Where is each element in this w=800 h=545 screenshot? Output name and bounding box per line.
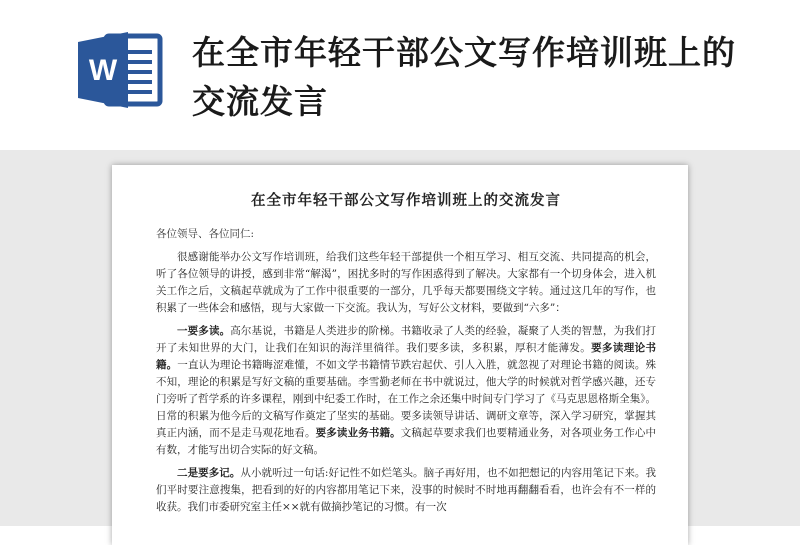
subheading-theory-books: 要多读理论书籍。 bbox=[156, 342, 656, 371]
header bbox=[0, 0, 800, 150]
document-title: 在全市年轻干部公文写作培训班上的交流发言 bbox=[251, 192, 561, 209]
subheading-business-books: 要多读业务书籍。 bbox=[315, 427, 401, 439]
paragraph-intro: 很感谢能举办公文写作培训班，给我们这些年轻干部提供一个相互学习、相互交流、共同提高的机会，听了各位领导的讲授，感到非常“解渴”，困扰多时的写作困惑得到了解决。大家都有一个切身体会，进入机关工作之后，文稿起草就成为了工作中很重要的一部分，几乎每天都要围绕文字转。通过这几年的写作，也积累了一些体会和感悟，现与大家做一下交流。我认为，写好公文材料，要做到“六多”： bbox=[156, 251, 656, 314]
paragraph-text: 高尔基说，书籍是人类进步的阶梯。书籍收录了人类的经验，凝聚了人类的智慧，为我们打开了未知世界的大门，让我们在知识的海洋里徜徉。我们要多读，多积累，厚积才能薄发。 bbox=[156, 325, 657, 354]
document-greeting: 各位领导、各位同仁: bbox=[156, 228, 255, 240]
paragraph-text: 一直认为理论书籍晦涩难懂，不如文学书籍情节跌宕起伏、引人入胜，就忽视了对理论书籍的阅读。殊不知，理论的积累是写好文稿的重要基础。李雪勤老师在书中就说过，他大学的时候就对哲学感兴趣，还专门旁听了哲学系的许多课程，刚到中纪委工作时，在工作之余还集中时间专门学习了《马克思恩格斯全集》。日常的积累为他今后的文稿写作奠定了坚实的基础。要多读领导讲话、调研文章等，深入学习研究，掌握其真正内涵，而不是走马观花地看。 bbox=[156, 359, 657, 439]
paragraph-read-more bbox=[156, 323, 656, 459]
word-icon-letter: W bbox=[88, 54, 118, 87]
document-page bbox=[112, 165, 688, 545]
paragraph-text: 文稿起草要求我们也要精通业务，对各项业务工作心中有数，才能写出切合实际的好文稿。 bbox=[156, 427, 657, 456]
paragraph-text: 从小就听过一句话:好记性不如烂笔头。脑子再好用，也不如把想记的内容用笔记下来。我们平时要注意搜集，把看到的好的内容都用笔记下来，没事的时候时不时地再翻翻看看，也许会有不一样的收获。我们市委研究室主任××就有做摘抄笔记的习惯。有一次 bbox=[156, 467, 657, 513]
section-heading-note: 二是要多记。 bbox=[177, 467, 241, 479]
word-document-icon bbox=[76, 30, 164, 110]
page-title: 在全市年轻干部公文写作培训班上的交流发言 bbox=[192, 33, 736, 121]
section-heading-read: 一要多读。 bbox=[177, 325, 231, 337]
paragraph-note-more bbox=[156, 465, 656, 516]
